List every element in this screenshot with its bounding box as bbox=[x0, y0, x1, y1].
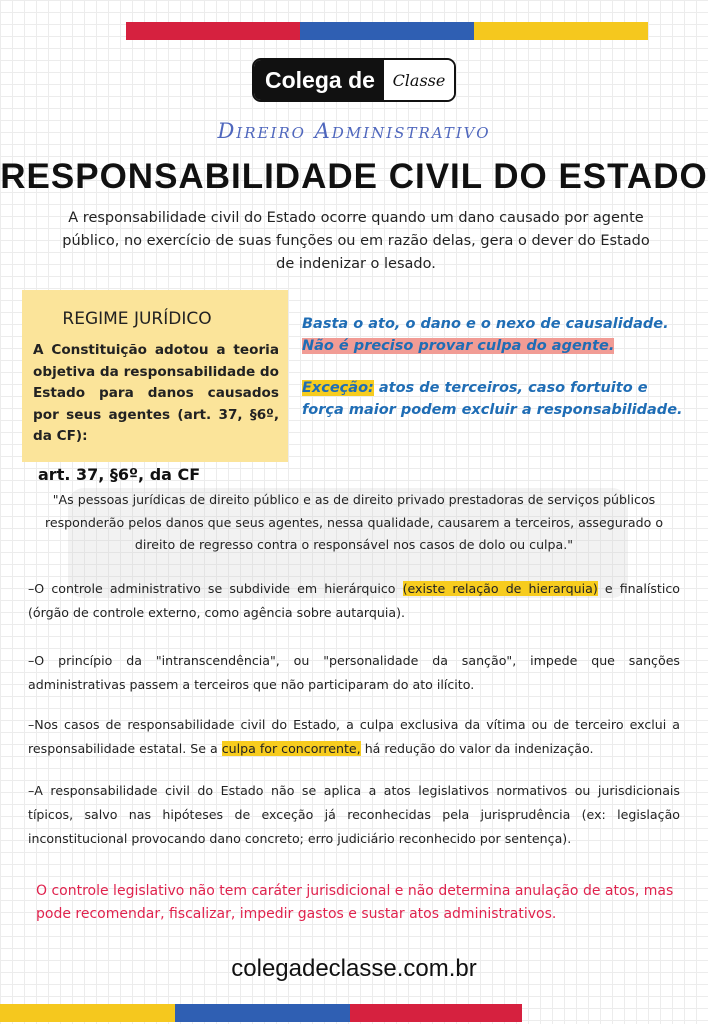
article-title: art. 37, §6º, da CF bbox=[38, 465, 201, 484]
website-link[interactable]: colegadeclasse.com.br bbox=[231, 955, 477, 982]
red-note: O controle legislativo não tem caráter jurisdicional e não determina anulação de atos, mas pode recomendar, fiscalizar, impedir gastos e sustar atos administrativos. bbox=[36, 883, 674, 922]
page-title: RESPONSABILIDADE CIVIL DO ESTADO bbox=[0, 157, 708, 196]
top-bar-blue bbox=[300, 22, 474, 40]
logo-part-1: Colega de bbox=[254, 60, 384, 100]
brand-logo bbox=[252, 58, 456, 102]
top-bar-red bbox=[126, 22, 300, 40]
note-legislative-acts: –A responsabilidade civil do Estado não se aplica a atos legislativos normativos ou jurisdicionais típicos, salvo nas hipóteses de exceção já reconhecidas pela jurisprudência (ex: legislação inconstitucional provocando dano concreto; erro judiciário reconhecido por sentença). bbox=[28, 783, 680, 846]
regime-text: A Constituição adotou a teoria objetiva da responsabilidade do Estado para danos causados por seus agentes (art. 37, §6º, da CF): bbox=[33, 342, 279, 444]
note-3-highlight: culpa for concorrente, bbox=[221, 741, 361, 756]
note-3-start: –Nos casos de responsabilidade civil do Estado, a culpa exclusiva da vítima ou de terceiro exclui a responsabilidade estatal. Se a bbox=[28, 717, 680, 756]
bottom-bar-red bbox=[350, 1004, 522, 1022]
exception-label: Exceção: bbox=[302, 380, 374, 396]
note-intranscendence: –O princípio da "intranscendência", ou "personalidade da sanção", impede que sanções administrativas passem a terceiros que não participaram do ato ilícito. bbox=[28, 653, 680, 692]
exception-text bbox=[302, 377, 688, 421]
causality-highlight: Não é preciso provar culpa do agente. bbox=[302, 338, 615, 354]
note-1-end: e finalístico (órgão de controle externo, como agência sobre autarquia). bbox=[28, 581, 680, 620]
top-bar-yellow bbox=[474, 22, 648, 40]
note-1-highlight: (existe relação de hierarquia) bbox=[402, 581, 598, 596]
note-hierarchy bbox=[28, 577, 680, 625]
causality-line-1: Basta o ato, o dano e o nexo de causalidade. bbox=[302, 316, 669, 332]
note-concurrent-fault bbox=[28, 713, 680, 761]
logo-part-2: Classe bbox=[384, 60, 454, 100]
causality-block bbox=[302, 313, 688, 421]
note-3-end: há redução do valor da indenização. bbox=[360, 741, 594, 756]
intro-paragraph: A responsabilidade civil do Estado ocorre quando um dano causado por agente público, no exercício de suas funções ou em razão delas, gera o dever do Estado de indenizar o lesado. bbox=[62, 210, 650, 272]
bottom-bar-yellow bbox=[0, 1004, 175, 1022]
exception-body: atos de terceiros, caso fortuito e força maior podem excluir a responsabilidade. bbox=[302, 380, 683, 418]
note-1-start: –O controle administrativo se subdivide em hierárquico bbox=[28, 581, 403, 596]
regime-heading: REGIME JURÍDICO bbox=[62, 309, 212, 329]
subject-heading: Direiro Administrativo bbox=[217, 119, 491, 143]
bottom-bar-blue bbox=[175, 1004, 350, 1022]
article-quote: "As pessoas jurídicas de direito público e as de direito privado prestadoras de serviços públicos responderão pelos danos que seus agentes, nessa qualidade, causarem a terceiros, assegurado o direito de regresso contra o responsável nos casos de dolo ou culpa." bbox=[44, 492, 664, 552]
